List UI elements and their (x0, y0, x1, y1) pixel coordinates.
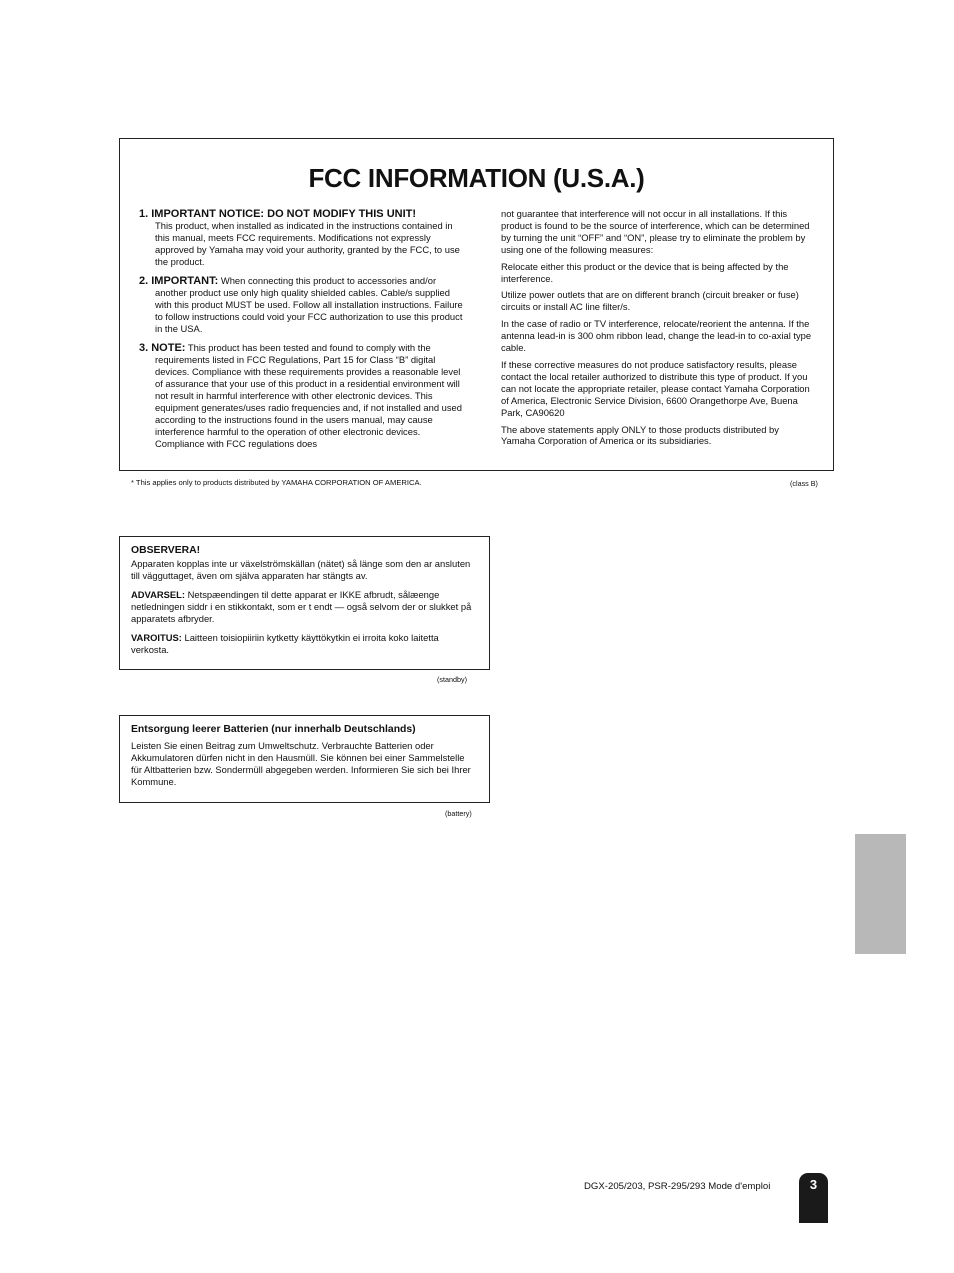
battery-tag: (battery) (445, 809, 472, 818)
observera-title: OBSERVERA! (131, 545, 201, 556)
advarsel-body: Netspæendingen til dette apparat er IKKE afbrudt, sålæenge netledningen siddr i en stikkontakt, som er t endt — også selvom der or slukket på apparatets afbryder. (131, 589, 472, 624)
varoitus-label: VAROITUS: (131, 632, 182, 643)
fcc-item-3 (139, 342, 469, 450)
fcc-right-paragraph-6: The above statements apply ONLY to those products distributed by Yamaha Corporation of America or its subsidiaries. (501, 423, 779, 447)
fcc-right-paragraph-5: If these corrective measures do not produce satisfactory results, please contact the local retailer authorized to distribute this type of product. If you can not locate the appropriate retailer, please contact Yamaha Corporation of America, Electronic Service Division, 6600 Orangethorpe Ave, Buena Park, CA90620 (501, 358, 810, 418)
fcc-item-3-heading: 3. NOTE: (139, 342, 186, 354)
observera-paragraph: Apparaten kopplas inte ur växelströmskällan (nätet) så länge som den ar ansluten till vägguttaget, även om själva apparaten har stängts av. (131, 558, 471, 581)
battery-box (119, 715, 490, 803)
battery-title: Entsorgung leerer Batterien (nur innerhalb Deutschlands) (131, 724, 416, 735)
class-b-tag: (class B) (790, 479, 818, 488)
fcc-item-2-body: When connecting this product to accessories and/or another product use only high quality shielded cables. Cable/s supplied with this product MUST be used. Follow all installation instructions. Failure to follow instructions could void your FCC authorization to use this product in the USA. (155, 275, 463, 334)
observera-box (119, 536, 490, 670)
fcc-item-1-heading: 1. IMPORTANT NOTICE: DO NOT MODIFY THIS UNIT! (139, 208, 417, 220)
fcc-footnote: * This applies only to products distributed by YAMAHA CORPORATION OF AMERICA. (131, 478, 422, 487)
fcc-item-3-body: This product has been tested and found to comply with the requirements listed in FCC Regulations, Part 15 for Class “B” digital devices. Compliance with these requirements provides a reasonable level of assurance that your use of this product in a residential environment will not result in harmful interference with other electronic devices. This equipment generates/uses radio frequencies and, if not installed and used according to the instructions found in the users manual, may cause interference harmful to the operation of other electronic devices. Compliance with FCC regulations does (155, 342, 462, 449)
fcc-item-2 (139, 275, 469, 335)
battery-body: Leisten Sie einen Beitrag zum Umweltschutz. Verbrauchte Batterien oder Akkumulatoren dürfen nicht in den Hausmüll. Sie können bei einer Sammelstelle für Altbatterien bzw. Sondermüll abgegeben werden. Informieren Sie sich bei Ihrer Kommune. (131, 740, 471, 787)
fcc-left-column (139, 208, 469, 457)
standby-tag: (standby) (437, 675, 467, 684)
varoitus-paragraph (131, 632, 478, 656)
varoitus-body: Laitteen toisiopiiriin kytketty käyttökytkin ei irroita koko laitetta verkosta. (131, 632, 439, 655)
fcc-item-2-heading: 2. IMPORTANT: (139, 275, 219, 287)
advarsel-paragraph (131, 589, 478, 625)
page-footer-model: DGX-205/203, PSR-295/293 Mode d'emploi (584, 1181, 771, 1192)
fcc-right-paragraph-2: Relocate either this product or the device that is being affected by the interference. (501, 260, 789, 284)
fcc-item-1-body: This product, when installed as indicated in the instructions contained in this manual, meets FCC requirements. Modifications not expressly approved by Yamaha may void your authority, granted by the FCC, to use the product. (155, 220, 460, 267)
fcc-right-paragraph-1: not guarantee that interference will not occur in all installations. If this product is found to be the source of interference, which can be determined by turning the unit “OFF” and “ON”, please try to eliminate the problem by using one of the following measures: (501, 208, 810, 255)
advarsel-label: ADVARSEL: (131, 589, 185, 600)
fcc-information-box (119, 138, 834, 471)
fcc-right-column (501, 208, 815, 452)
fcc-title: FCC INFORMATION (U.S.A.) (308, 163, 645, 193)
fcc-right-paragraph-3: Utilize power outlets that are on different branch (circuit breaker or fuse) circuits or install AC line filter/s. (501, 289, 799, 313)
fcc-right-paragraph-4: In the case of radio or TV interference, relocate/reorient the antenna. If the antenna lead-in is 300 ohm ribbon lead, change the lead-in to co-axial type cable. (501, 318, 812, 354)
side-tab (855, 834, 906, 954)
page-number: 3 (799, 1173, 828, 1223)
fcc-item-1 (139, 208, 469, 268)
